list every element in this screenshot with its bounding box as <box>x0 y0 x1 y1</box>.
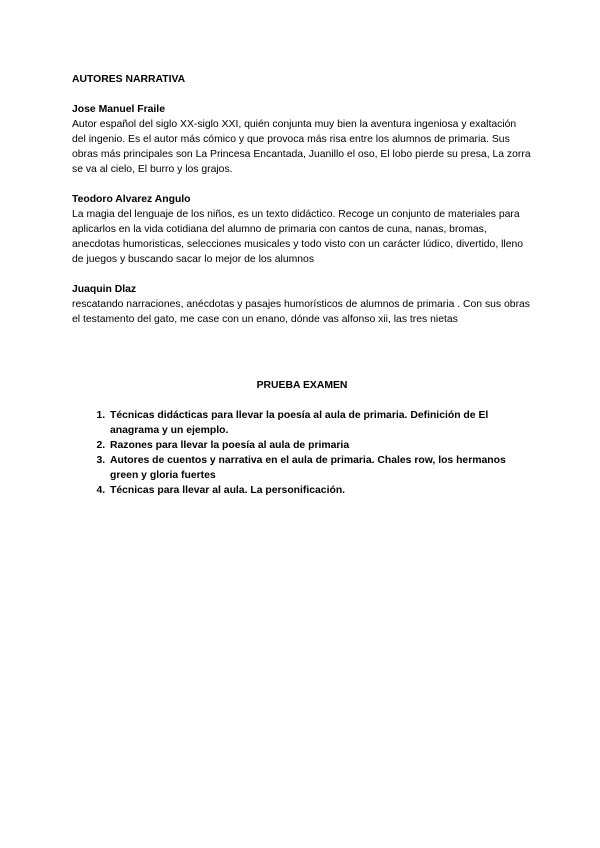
author-entry <box>72 192 532 267</box>
author-name: Jose Manuel Fraile <box>72 104 165 115</box>
exam-question: 3. Autores de cuentos y narrativa en el aula de primaria. Chales row, los hermanos green y gloria fuertes <box>108 453 532 483</box>
author-name: Teodoro Alvarez Angulo <box>72 194 191 205</box>
author-entry <box>72 282 532 327</box>
exam-question: 4. Técnicas para llevar al aula. La personificación. <box>108 483 532 498</box>
author-description: Autor español del siglo XX-siglo XXI, quién conjunta muy bien la aventura ingeniosa y exaltación del ingenio. Es el autor más cómico y que provoca más risa entre los alumnos de primaria. Sus obras más principales son La Princesa Encantada, Juanillo el oso, El lobo pierde su presa, La zorra se va al cielo, El burro y los grajos. <box>72 119 531 175</box>
author-name: Juaquin Dlaz <box>72 284 137 295</box>
exam-question: 2. Razones para llevar la poesía al aula de primaria <box>108 438 532 453</box>
author-description: rescatando narraciones, anécdotas y pasajes humorísticos de alumnos de primaria . Con sus obras el testamento del gato, me case con un enano, dónde vas alfonso xii, las tres nietas <box>72 299 531 325</box>
exam-title: PRUEBA EXAMEN <box>256 380 348 391</box>
exam-question: 1. Técnicas didácticas para llevar la poesía al aula de primaria. Definición de El anagrama y un ejemplo. <box>108 408 532 438</box>
author-description: La magia del lenguaje de los niños, es un texto didáctico. Recoge un conjunto de materiales para aplicarlos en la vida cotidiana del alumno de primaria con cantos de cuna, nanas, bromas, anecdotas humoristicas, selecciones musicales y todo visto con un carácter lúdico, divertido, lleno de juegos y buscando sacar lo mejor de los alumnos <box>72 209 524 265</box>
document-body <box>72 72 532 342</box>
exam-question-list <box>72 408 532 498</box>
author-entry <box>72 102 532 177</box>
exam-section <box>72 378 532 498</box>
section-title: AUTORES NARRATIVA <box>72 74 186 85</box>
